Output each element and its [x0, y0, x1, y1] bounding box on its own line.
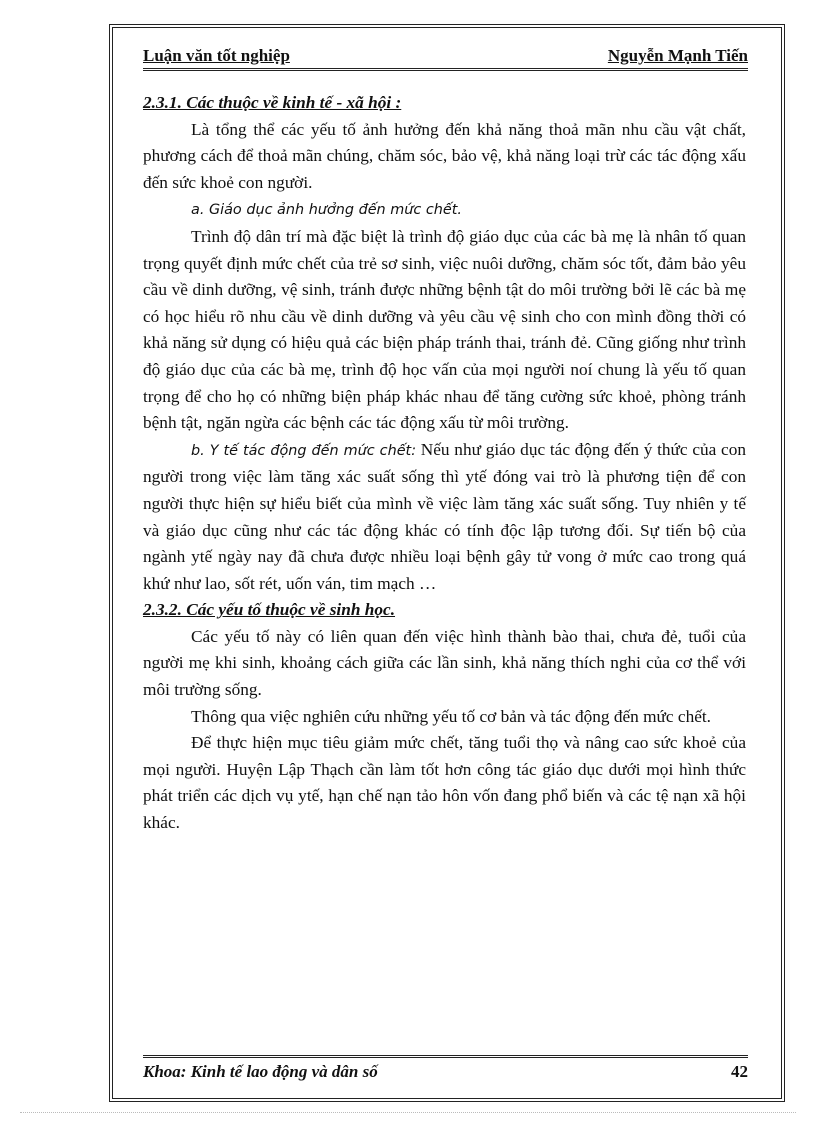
- paragraph-health-text: Nếu như giáo dục tác động đến ý thức của con người trong việc làm tăng xác suất sống thì ytế đóng vai trò là phương tiện để con người thực hiện sự hiểu biết của mình về việc làm tăng xác suất sống. Tuy nhiên y tế và giáo dục cũng như các tác động khác có tính độc lập tương đối. Sự tiến bộ của ngành ytế ngày nay đã chưa được nhiều loại bệnh gây tử vong ở mức cao trong quá khứ như lao, sốt rét, uốn ván, tim mạch …: [143, 439, 747, 593]
- page-break-line: [20, 1112, 796, 1113]
- subheading-a: [143, 196, 746, 224]
- subheading-b-label: b. Y tế tác động đến mức chết:: [191, 442, 417, 459]
- section-heading-2-3-1: 2.3.1. Các thuộc về kinh tế - xã hội :: [143, 93, 402, 112]
- header-divider: [143, 68, 748, 71]
- footer-faculty: Khoa: Kinh tế lao động và dân số: [143, 1062, 378, 1081]
- paragraph-research: Thông qua việc nghiên cứu những yếu tố cơ bản và tác động đến mức chết.: [191, 706, 711, 726]
- paragraph-definition: Là tổng thể các yếu tố ảnh hưởng đến khả năng thoả mãn nhu cầu vật chất, phương cách để thoả mãn chúng, chăm sóc, bảo vệ, khả năng loại trừ các tác động xấu đến sức khoẻ con người.: [143, 119, 746, 192]
- subheading-a-label: a. Giáo dục ảnh hưởng đến mức chết.: [191, 202, 462, 219]
- header-author-name: Nguyễn Mạnh Tiến: [607, 46, 748, 65]
- section-heading-2-3-2: 2.3.2. Các yếu tố thuộc về sinh học.: [143, 600, 396, 620]
- paragraph-health: [143, 437, 746, 598]
- page-header: [143, 44, 748, 68]
- paragraph-conclusion: Để thực hiện mục tiêu giảm mức chết, tăng tuổi thọ và nâng cao sức khoẻ của mọi người. Huyện Lập Thạch cần làm tốt hơn công tác giáo dục dưới mọi hình thức phát triển các dịch vụ ytế, hạn chế nạn tảo hôn vốn đang phổ biến và các tệ nạn xã hội khác.: [143, 733, 746, 833]
- paragraph-education: Trình độ dân trí mà đặc biệt là trình độ giáo dục của các bà mẹ là nhân tố quan trọng quyết định mức chết của trẻ sơ sinh, việc nuôi dưỡng, chăm sóc tốt, đảm bảo yêu cầu về dinh dưỡng, vệ sinh, tránh được những bệnh tật do môi trường bởi lẽ các bà mẹ có học hiểu rõ nhu cầu về dinh dưỡng và yêu cầu vệ sinh cho con mình đồng thời có khả năng sử dụng có hiệu quả các biện pháp tránh thai, tránh đẻ. Cũng giống như trình độ giáo dục của các bà mẹ, trình độ học vấn của mọi người noí chung là yếu tố quan trọng để cho họ có những biện pháp khác nhau để tăng cường sức khoẻ, phòng tránh bệnh tật, ngăn ngừa các bệnh các tác động xấu từ môi trường.: [143, 226, 746, 433]
- paragraph-biology: Các yếu tố này có liên quan đến việc hình thành bào thai, chưa đẻ, tuổi của người mẹ khi sinh, khoảng cách giữa các lần sinh, khả năng thích nghi của cơ thể với môi trường sống.: [143, 626, 746, 700]
- header-thesis-title: Luận văn tốt nghiệp: [143, 46, 290, 65]
- page-footer: [143, 1060, 748, 1084]
- document-body: [143, 90, 746, 837]
- footer-divider: [143, 1055, 748, 1058]
- page-number: 42: [731, 1062, 748, 1081]
